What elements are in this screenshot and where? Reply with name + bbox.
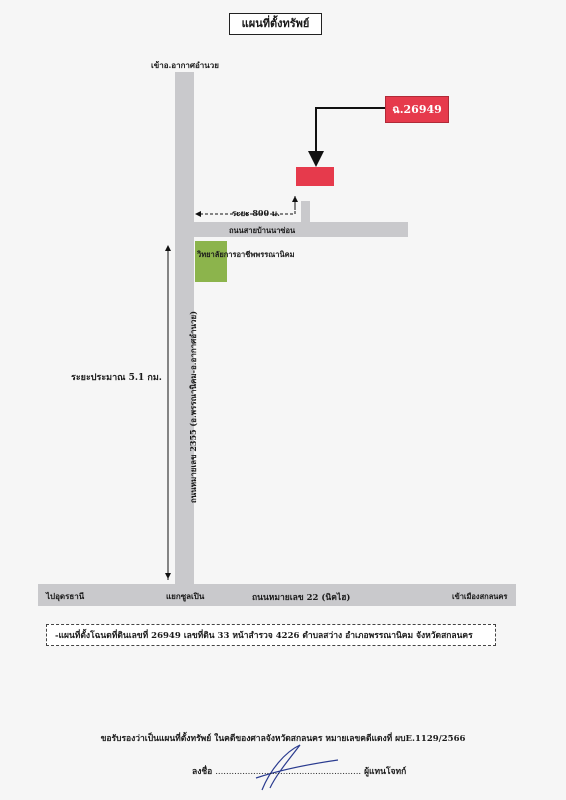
label-main-road-vertical bbox=[183, 305, 201, 510]
deed-pointer-arrow bbox=[316, 108, 385, 163]
label-main-road-vertical-text: ถนนหมายเลข 2355 (อ.พรรณานิคม-อ.อากาศอำนวย) bbox=[187, 311, 198, 504]
property-description: -แผนที่ตั้งโฉนดที่ดินเลขที่ 26949 เลขที่ดิน 33 หน้าสำรวจ 4226 ตำบลสว่าง อำเภอพรรณานิคม จังหวัดสกลนคร bbox=[46, 624, 496, 646]
label-side-road: ถนนสายบ้านนาซ่อน bbox=[229, 226, 296, 235]
label-right-direction: เข้าเมืองสกลนคร bbox=[452, 592, 508, 601]
signature-line bbox=[192, 764, 406, 778]
label-college: วิทยาลัยการอาชีพพรรณานิคม bbox=[197, 250, 295, 259]
map-title: แผนที่ตั้งทรัพย์ bbox=[229, 13, 322, 35]
signature-dots: ...................................................... bbox=[215, 767, 362, 777]
label-distance-5-1: ระยะประมาณ 5.1 กม. bbox=[71, 373, 162, 383]
label-highway: ถนนหมายเลข 22 (นิคไฮ) bbox=[252, 593, 351, 603]
label-top-road-end: เข้าอ.อากาศอำนวย bbox=[151, 60, 219, 70]
deed-number-label: ฉ.26949 bbox=[385, 96, 449, 123]
label-left-direction: ไปอุดรธานี bbox=[46, 591, 85, 601]
signature-role: ผู้แทนโจทก์ bbox=[364, 767, 407, 777]
certification-text: ขอรับรองว่าเป็นแผนที่ตั้งทรัพย์ ในคดีของศาลจังหวัดสกลนคร หมายเลขคดีแดงที่ ผบE.1129/2566 bbox=[100, 734, 466, 744]
label-intersection: แยกซูลเปิน bbox=[166, 591, 205, 601]
label-distance-800: ระยะ 800 ม. bbox=[232, 208, 280, 218]
signature-prefix: ลงชื่อ bbox=[192, 767, 213, 777]
